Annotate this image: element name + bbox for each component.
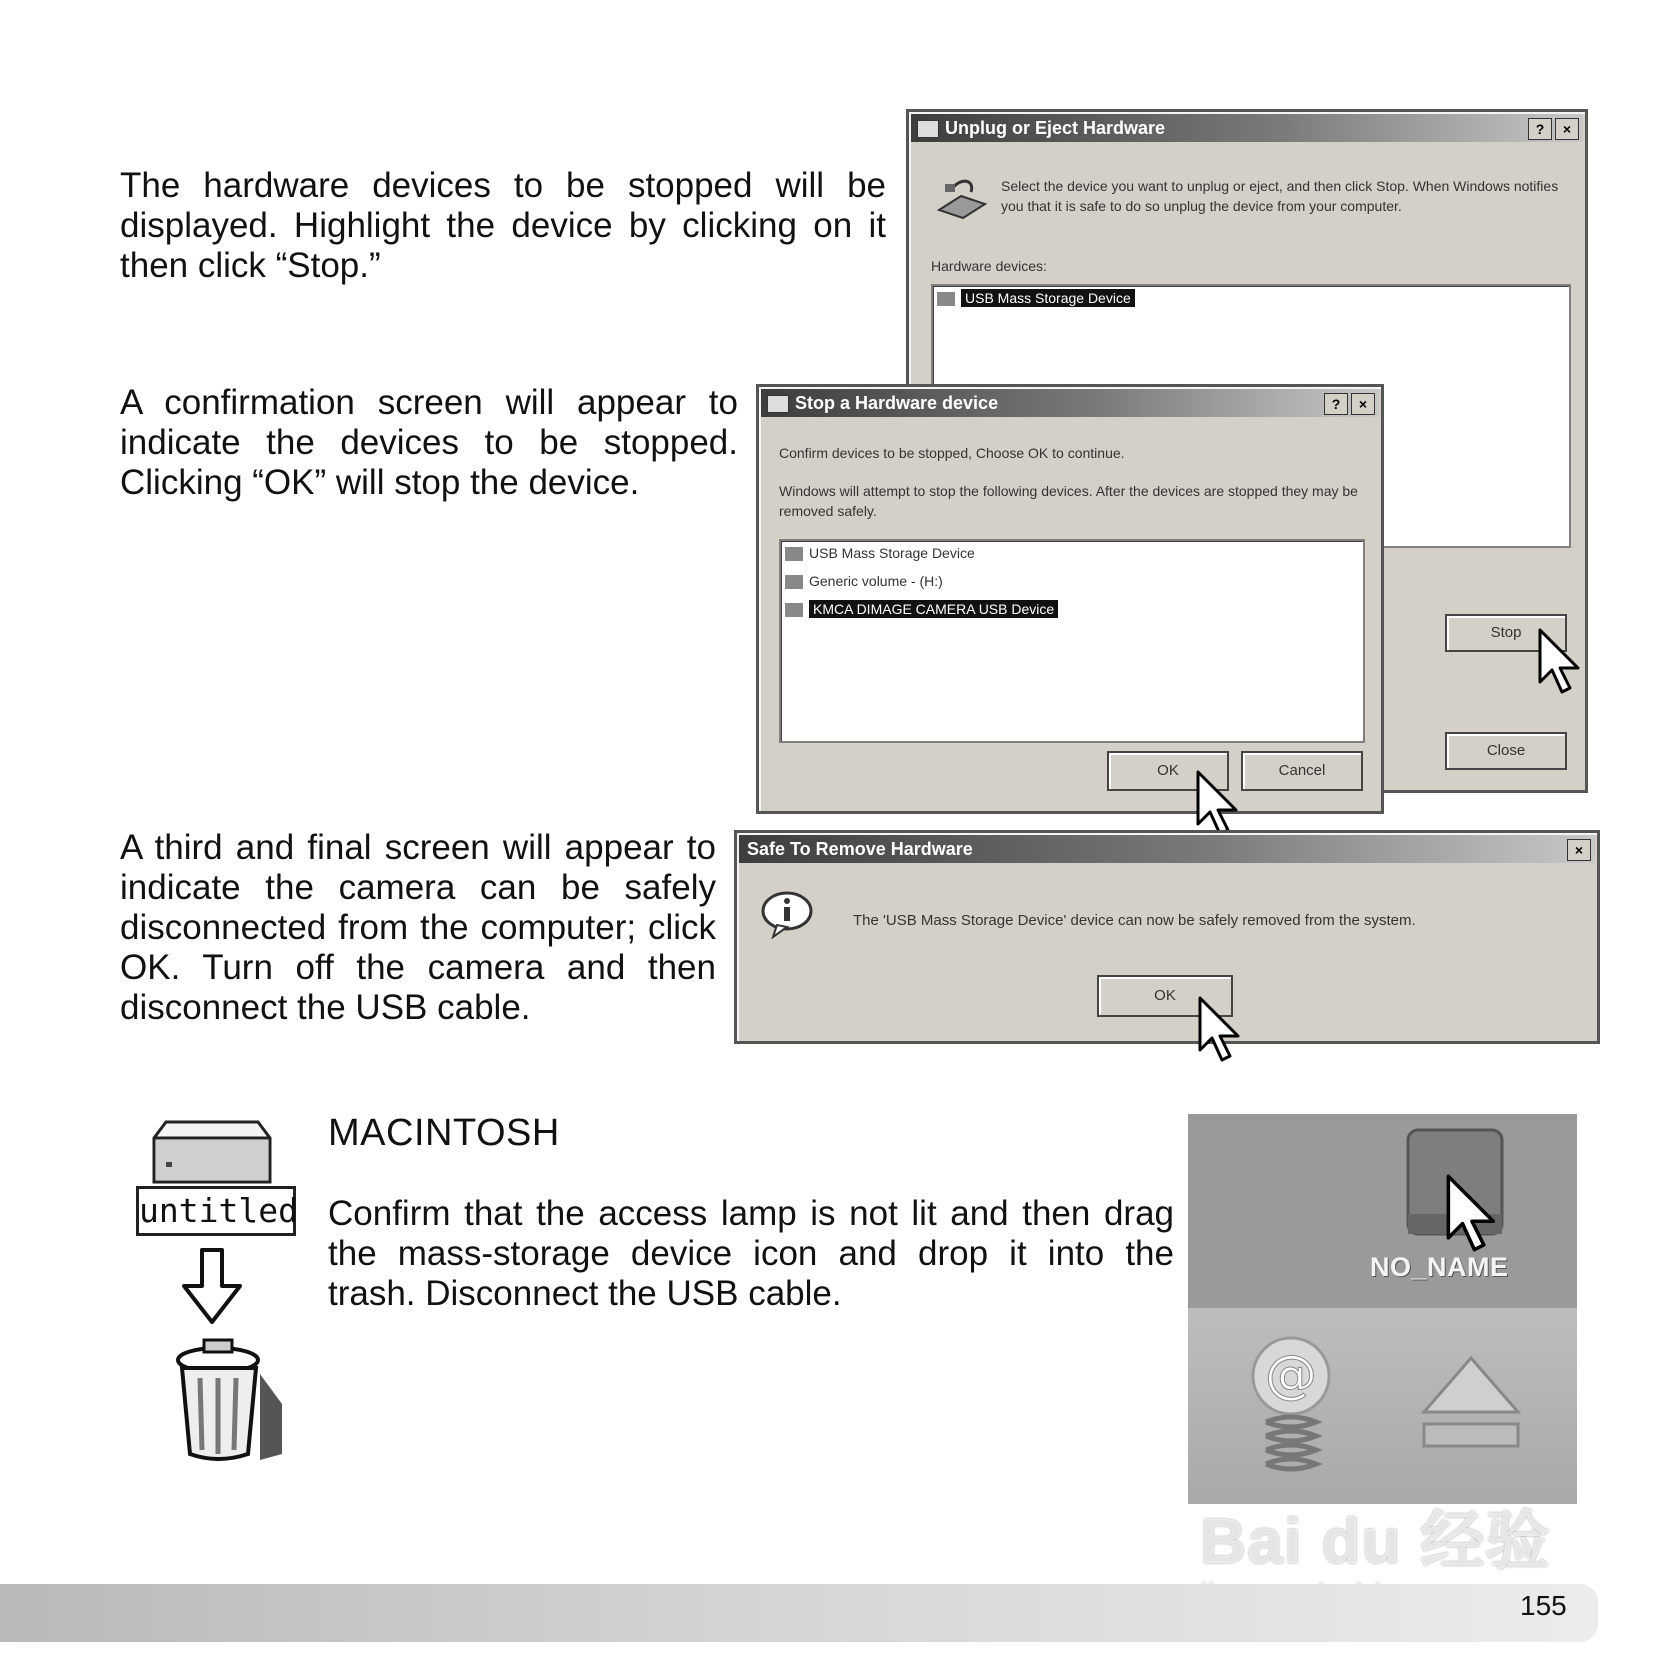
- macintosh-heading: MACINTOSH: [328, 1112, 560, 1154]
- usb-device-icon: [937, 292, 955, 306]
- mouse-pointer-icon: [1198, 996, 1242, 1062]
- hardware-icon: [917, 120, 939, 138]
- mouse-pointer-icon: [1538, 628, 1582, 694]
- list-item[interactable]: Generic volume - (H:): [785, 573, 943, 589]
- help-button[interactable]: ?: [1528, 118, 1552, 140]
- safe-dialog-title: Safe To Remove Hardware: [747, 839, 973, 859]
- attempt-stop-text: Windows will attempt to stop the following devices. After the devices are stopped they may be removed safely.: [779, 483, 1358, 519]
- stop-hardware-dialog: [756, 384, 1384, 814]
- stop-button[interactable]: Stop: [1445, 614, 1567, 652]
- help-button[interactable]: ?: [1324, 393, 1348, 415]
- baidu-watermark-logo: Bai du 经验: [1200, 1505, 1551, 1577]
- unplug-hardware-icon: [931, 170, 991, 222]
- ok-button[interactable]: OK: [1097, 975, 1233, 1017]
- instruction-paragraph-1: The hardware devices to be stopped will be displayed. Highlight the device by clicking on it then click “Stop.”: [120, 166, 886, 285]
- hardware-devices-label: Hardware devices:: [931, 258, 1047, 274]
- unplug-dialog-title: Unplug or Eject Hardware: [945, 118, 1166, 138]
- unplug-instructions: Select the device you want to unplug or eject, and then click Stop. When Windows notifies you that it is safe to do so unplug the device from your computer.: [1001, 178, 1559, 214]
- cancel-button[interactable]: Cancel: [1241, 751, 1363, 791]
- info-icon: [759, 889, 815, 939]
- instruction-paragraph-2: A confirmation screen will appear to indicate the devices to be stopped. Clicking “OK” will stop the device.: [120, 383, 738, 502]
- drive-icon: [150, 1118, 274, 1186]
- down-arrow-icon: [180, 1246, 244, 1326]
- mac-desktop-screenshot: [1188, 1114, 1577, 1504]
- trash-icon: [170, 1334, 290, 1464]
- close-icon[interactable]: ×: [1567, 839, 1591, 861]
- drive-name-label[interactable]: NO_NAME: [1370, 1252, 1509, 1282]
- close-icon[interactable]: ×: [1555, 118, 1579, 140]
- devices-to-stop-list[interactable]: [779, 539, 1365, 743]
- confirm-text: Confirm devices to be stopped, Choose OK to continue.: [779, 445, 1125, 461]
- eject-icon[interactable]: [1416, 1352, 1526, 1462]
- usb-device-icon: [785, 547, 803, 561]
- safe-dialog-titlebar: [739, 835, 1595, 863]
- volume-icon: [785, 575, 803, 589]
- mac-instruction-paragraph: Confirm that the access lamp is not lit and then drag the mass-storage device icon and drop it into the trash. Disconnect the USB cable.: [328, 1194, 1174, 1313]
- list-item[interactable]: USB Mass Storage Device: [785, 545, 975, 561]
- instruction-paragraph-3: A third and final screen will appear to indicate the camera can be safely disconnected from the computer; click OK. Turn off the camera and then disconnect the USB cable.: [120, 828, 716, 1027]
- hardware-icon: [767, 395, 789, 413]
- safe-to-remove-dialog: [734, 830, 1600, 1044]
- close-button[interactable]: Close: [1445, 732, 1567, 770]
- footer-bar: [0, 1584, 1598, 1642]
- svg-text:@: @: [1265, 1345, 1317, 1405]
- page-number: 155: [1520, 1590, 1567, 1621]
- drive-label[interactable]: untitled: [136, 1186, 296, 1236]
- mail-icon[interactable]: [1236, 1332, 1346, 1492]
- dock-area: [1188, 1308, 1577, 1504]
- stop-dialog-title: Stop a Hardware device: [795, 393, 999, 413]
- mouse-pointer-icon: [1446, 1174, 1498, 1252]
- list-item[interactable]: USB Mass Storage Device: [937, 290, 1135, 306]
- close-icon[interactable]: ×: [1351, 393, 1375, 415]
- mouse-pointer-icon: [1196, 770, 1240, 836]
- list-item[interactable]: KMCA DIMAGE CAMERA USB Device: [785, 601, 1058, 617]
- ok-button[interactable]: OK: [1107, 751, 1229, 791]
- camera-device-icon: [785, 603, 803, 617]
- safe-remove-message: The 'USB Mass Storage Device' device can now be safely removed from the system.: [853, 912, 1416, 929]
- stop-dialog-titlebar: [761, 389, 1379, 417]
- unplug-dialog-titlebar: [911, 114, 1583, 142]
